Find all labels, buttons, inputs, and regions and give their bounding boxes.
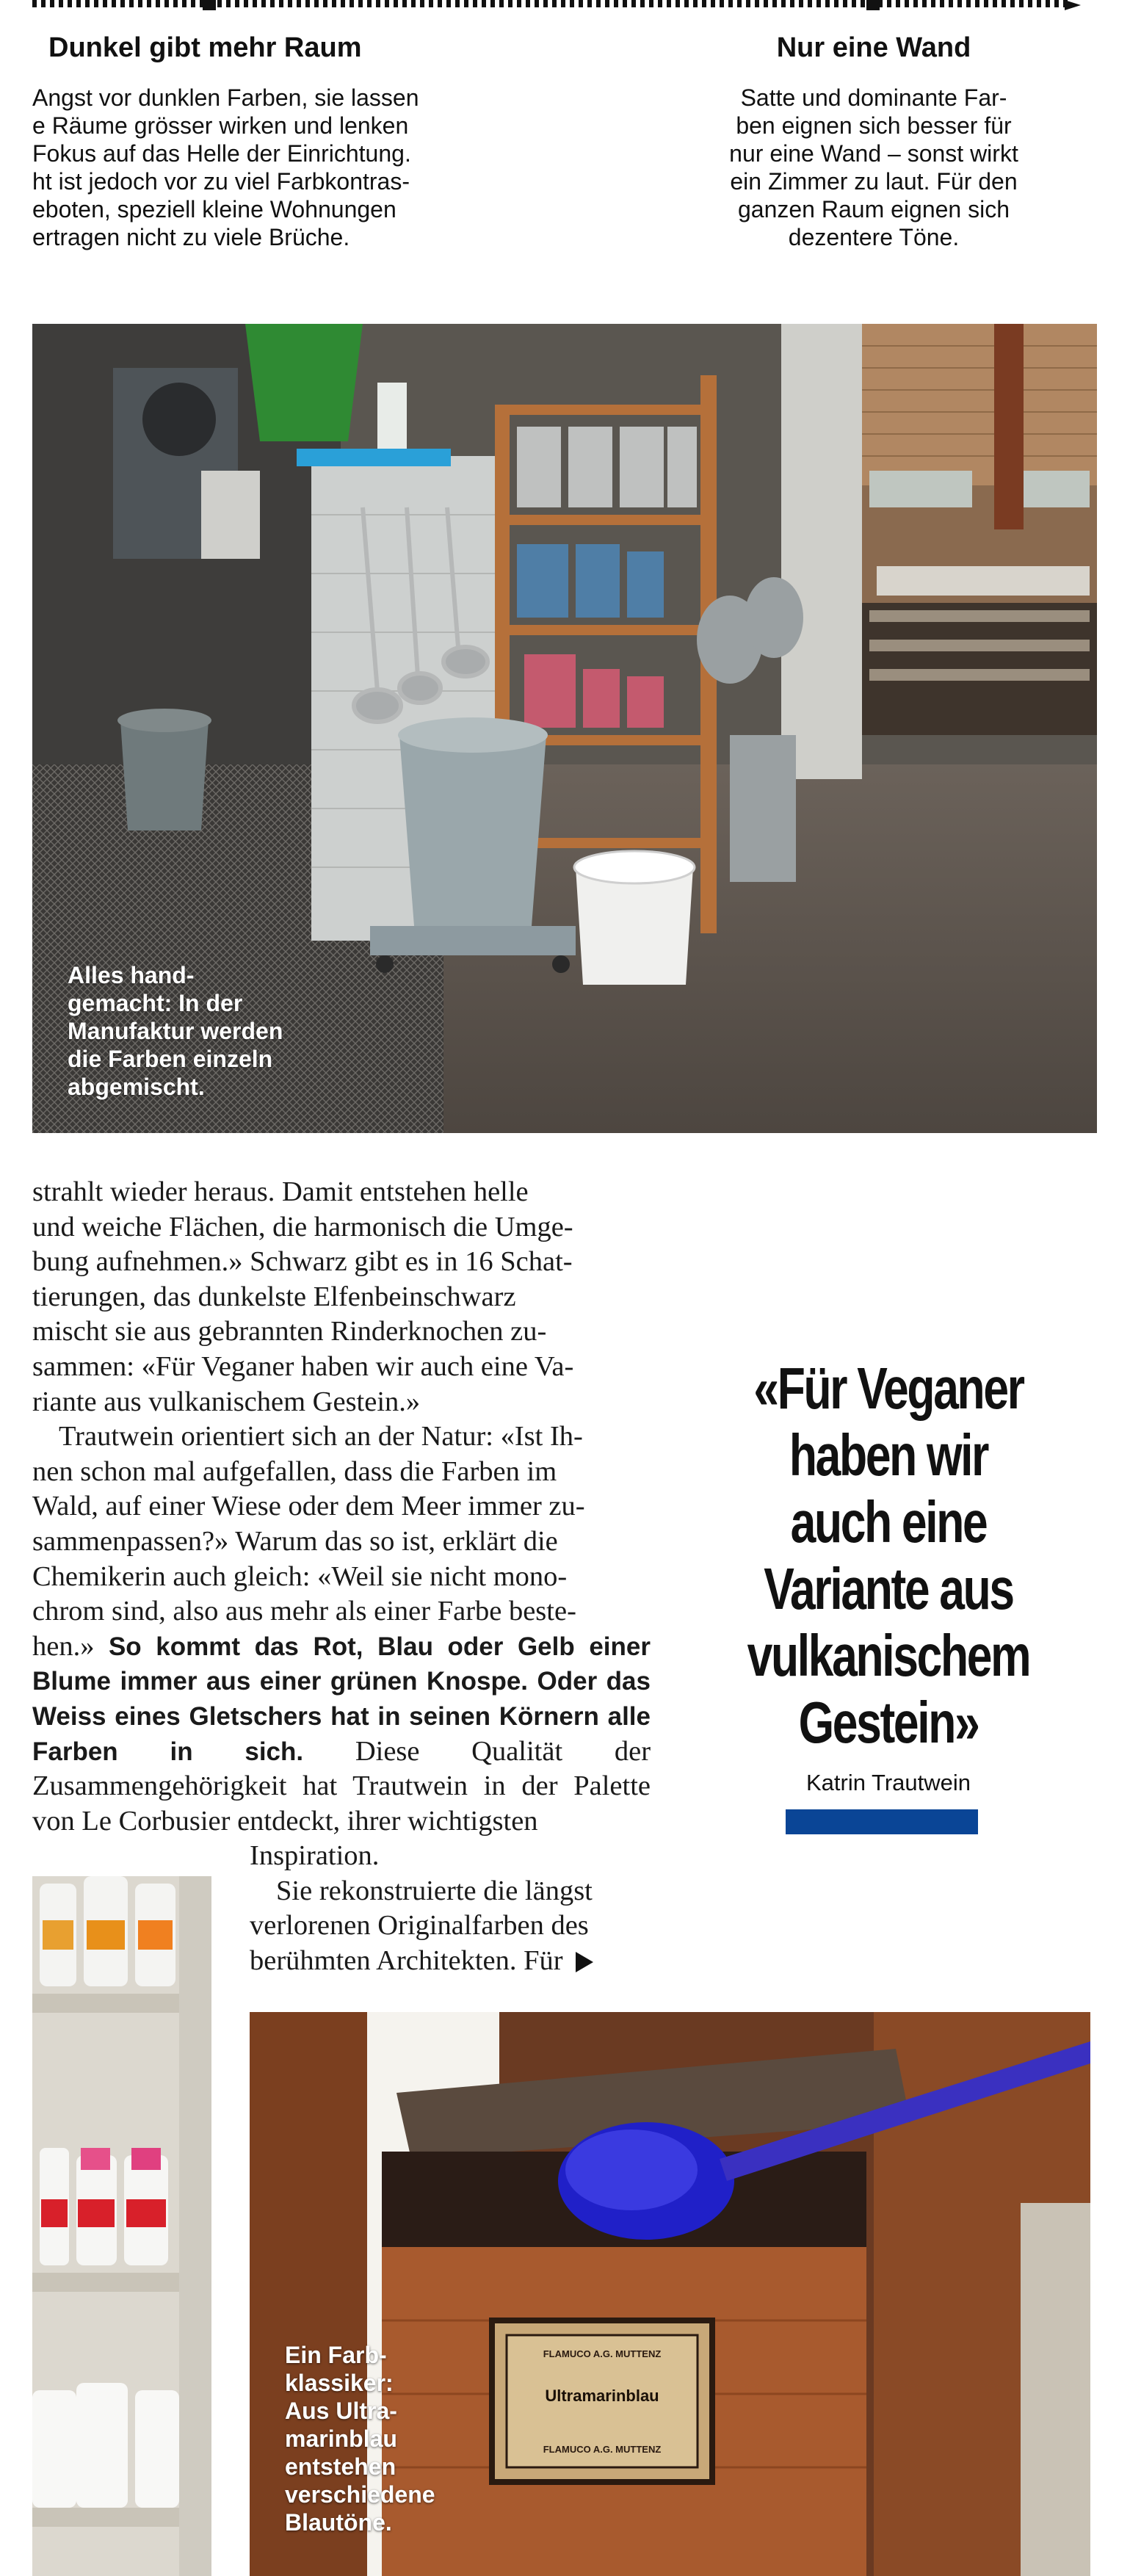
text-line-with-arrow <box>250 1944 651 1979</box>
text-line: Inspiration. <box>250 1840 380 1871</box>
caption-line: gemacht: In der <box>68 990 243 1016</box>
quote-line: Variante aus <box>764 1556 1013 1621</box>
article-column <box>32 1175 651 1839</box>
box-line: ertragen nicht zu viele Brüche. <box>32 224 350 250</box>
text-line: tierungen, das dunkelste Elfenbeinschwarz <box>32 1281 516 1312</box>
article-text-passage: Diese Qualität der Zusammengehörigkeit hat Trautwein in der Palette von Le Corbusier entdeckt, ihrer wichtigsten <box>32 1735 651 1837</box>
pullquote <box>705 1355 1072 1756</box>
caption-line: entstehen <box>285 2453 396 2480</box>
label-brand: FLAMUCO A.G. MUTTENZ <box>543 2348 662 2359</box>
text-line: und weiche Flächen, die harmonisch die Umge- <box>32 1211 573 1242</box>
photo2-caption <box>285 2341 527 2536</box>
quote-line: vulkanischem <box>747 1623 1030 1688</box>
article-para-1 <box>32 1175 651 1419</box>
box-line: nur eine Wand – sonst wirkt <box>729 140 1018 167</box>
rule-marker <box>866 0 880 10</box>
box-line: ben eignen sich besser für <box>736 112 1012 139</box>
caption-line: Blautöne. <box>285 2509 392 2536</box>
quote-line: «Für Veganer <box>753 1356 1024 1421</box>
bottle-shelf-photo <box>32 1876 211 2576</box>
photo1-caption <box>68 961 361 1101</box>
box-line: ht ist jedoch vor zu viel Farbkontras- <box>32 168 410 195</box>
caption-line: Aus Ultra- <box>285 2398 397 2424</box>
box-line: Satte und dominante Far- <box>740 84 1007 111</box>
text-line: Trautwein orientiert sich an der Natur: «Ist Ih- <box>59 1421 583 1452</box>
rule-marker <box>203 0 216 10</box>
article-column-narrow <box>250 1839 651 1978</box>
text-line: nen schon mal aufgefallen, dass die Farben im <box>32 1455 557 1487</box>
text-line: Chemikerin auch gleich: «Weil sie nicht mono- <box>32 1560 568 1592</box>
caption-line: klassiker: <box>285 2370 394 2396</box>
rule-arrow-icon <box>1065 0 1081 10</box>
box-line: ganzen Raum eignen sich <box>737 196 1010 222</box>
caption-line: Manufaktur werden <box>68 1018 283 1044</box>
text-line: hen.» <box>32 1630 95 1662</box>
box-body-wand <box>683 84 1065 251</box>
box-line: eboten, speziell kleine Wohnungen <box>32 196 396 222</box>
caption-line: die Farben einzeln <box>68 1046 273 1072</box>
text-line: Wald, auf einer Wiese oder dem Meer immer zu- <box>32 1491 585 1522</box>
text-line: bung aufnehmen.» Schwarz gibt es in 16 Schat- <box>32 1246 573 1278</box>
article-bold-passage: So kommt das Rot, Blau oder Gelb einer Blume immer aus einer grünen Knospe. Oder das Weiss eines Gletschers hat in seinen Körnern alle Farben in sich. <box>32 1632 651 1766</box>
pullquote-accent-bar <box>786 1809 978 1834</box>
text-line: mischt sie aus gebrannten Rinderknochen zu- <box>32 1316 547 1347</box>
caption-line: verschiedene <box>285 2481 435 2508</box>
top-dotted-rule <box>32 0 1068 7</box>
box-title-dunkel: Dunkel gibt mehr Raum <box>48 32 362 63</box>
quote-line: auch eine <box>790 1489 987 1555</box>
continue-arrow-icon <box>576 1952 593 1972</box>
caption-line: marinblau <box>285 2425 397 2452</box>
box-line: Fokus auf das Helle der Einrichtung. <box>32 140 411 167</box>
caption-line: Alles hand- <box>68 962 195 988</box>
text-line: Sie rekonstruierte die längst <box>276 1875 593 1906</box>
text-line: riante aus vulkanischem Gestein.» <box>32 1386 421 1417</box>
text-line: sammenpassen?» Warum das so ist, erklärt die <box>32 1525 558 1557</box>
box-body-dunkel <box>32 84 488 251</box>
article-para-2 <box>32 1419 651 1839</box>
caption-line: Ein Farb- <box>285 2342 387 2368</box>
label-brand: FLAMUCO A.G. MUTTENZ <box>543 2444 662 2455</box>
box-line: e Räume grösser wirken und lenken <box>32 112 409 139</box>
pullquote-author: Katrin Trautwein <box>806 1770 971 1795</box>
box-title-wand: Nur eine Wand <box>776 32 971 63</box>
quote-line: Gestein» <box>798 1690 979 1755</box>
quote-line: haben wir <box>789 1422 988 1488</box>
box-line: dezentere Töne. <box>788 224 960 250</box>
text-line: verlorenen Originalfarben des <box>250 1910 589 1942</box>
box-line: Angst vor dunklen Farben, sie lassen <box>32 84 419 111</box>
text-line: strahlt wieder heraus. Damit entstehen helle <box>32 1176 529 1207</box>
pullquote-text <box>745 1355 1032 1756</box>
caption-line: abgemischt. <box>68 1074 205 1100</box>
label-title: Ultramarinblau <box>545 2387 659 2405</box>
text-line: sammen: «Für Veganer haben wir auch eine Va- <box>32 1350 574 1382</box>
box-line: ein Zimmer zu laut. Für den <box>730 168 1018 195</box>
text-line: berühmten Architekten. Für <box>250 1944 563 1976</box>
text-line: chrom sind, also aus mehr als einer Farbe beste- <box>32 1596 576 1627</box>
